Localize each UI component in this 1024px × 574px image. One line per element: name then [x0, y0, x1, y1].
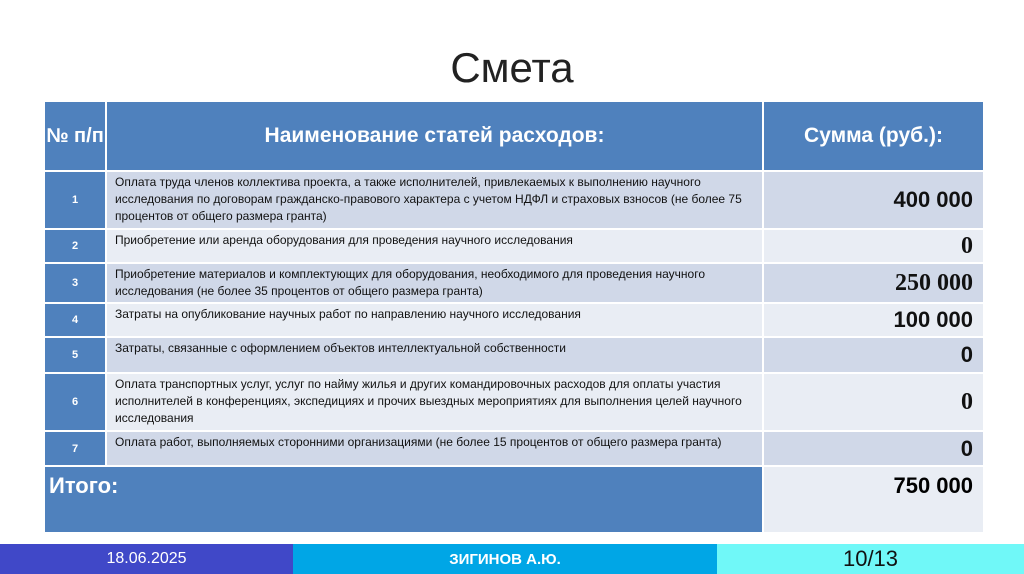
- table-row: [44, 373, 984, 431]
- budget-table: [43, 100, 985, 534]
- row-name: Оплата работ, выполняемых сторонними организациями (не более 15 процентов от общего размера гранта): [106, 431, 763, 466]
- row-sum: 400 000: [763, 171, 984, 229]
- table-row: [44, 431, 984, 466]
- row-num: 3: [44, 263, 106, 303]
- row-num: 1: [44, 171, 106, 229]
- footer-date: 18.06.2025: [0, 544, 293, 574]
- slide-title: Смета: [450, 44, 574, 91]
- total-value: 750 000: [763, 466, 984, 533]
- slide-footer: [0, 544, 1024, 574]
- row-num: 2: [44, 229, 106, 263]
- row-sum: 0: [763, 373, 984, 431]
- row-sum: 250 000: [763, 263, 984, 303]
- row-sum: 0: [763, 229, 984, 263]
- row-name: Оплата транспортных услуг, услуг по найму жилья и других командировочных расходов для оплаты участия исполнителей в конференциях, экспедициях и прочих выездных мероприятиях для выполнения целей научного исследования: [106, 373, 763, 431]
- row-num: 6: [44, 373, 106, 431]
- footer-page-number: 10/13: [717, 544, 1024, 574]
- table-row: [44, 229, 984, 263]
- footer-author: ЗИГИНОВ А.Ю.: [293, 544, 717, 574]
- row-sum: 100 000: [763, 303, 984, 337]
- table-row: [44, 303, 984, 337]
- row-num: 4: [44, 303, 106, 337]
- header-sum: Сумма (руб.):: [763, 101, 984, 171]
- row-name: Оплата труда членов коллектива проекта, а также исполнителей, привлекаемых к выполнению научного исследования по договорам гражданско-правового характера с учетом НДФЛ и страховых взносов (не более 75 процентов от общего размера гранта): [106, 171, 763, 229]
- row-name: Приобретение или аренда оборудования для проведения научного исследования: [106, 229, 763, 263]
- row-sum: 0: [763, 431, 984, 466]
- row-num: 5: [44, 337, 106, 373]
- total-row: [44, 466, 984, 533]
- table-row: [44, 337, 984, 373]
- row-sum: 0: [763, 337, 984, 373]
- header-name: Наименование статей расходов:: [106, 101, 763, 171]
- row-num: 7: [44, 431, 106, 466]
- table-row: [44, 171, 984, 229]
- total-label: Итого:: [44, 466, 763, 533]
- table-header-row: [44, 101, 984, 171]
- row-name: Приобретение материалов и комплектующих для оборудования, необходимого для проведения научного исследования (не более 35 процентов от общего размера гранта): [106, 263, 763, 303]
- header-num: № п/п: [44, 101, 106, 171]
- table-row: [44, 263, 984, 303]
- row-name: Затраты, связанные с оформлением объектов интеллектуальной собственности: [106, 337, 763, 373]
- row-name: Затраты на опубликование научных работ по направлению научного исследования: [106, 303, 763, 337]
